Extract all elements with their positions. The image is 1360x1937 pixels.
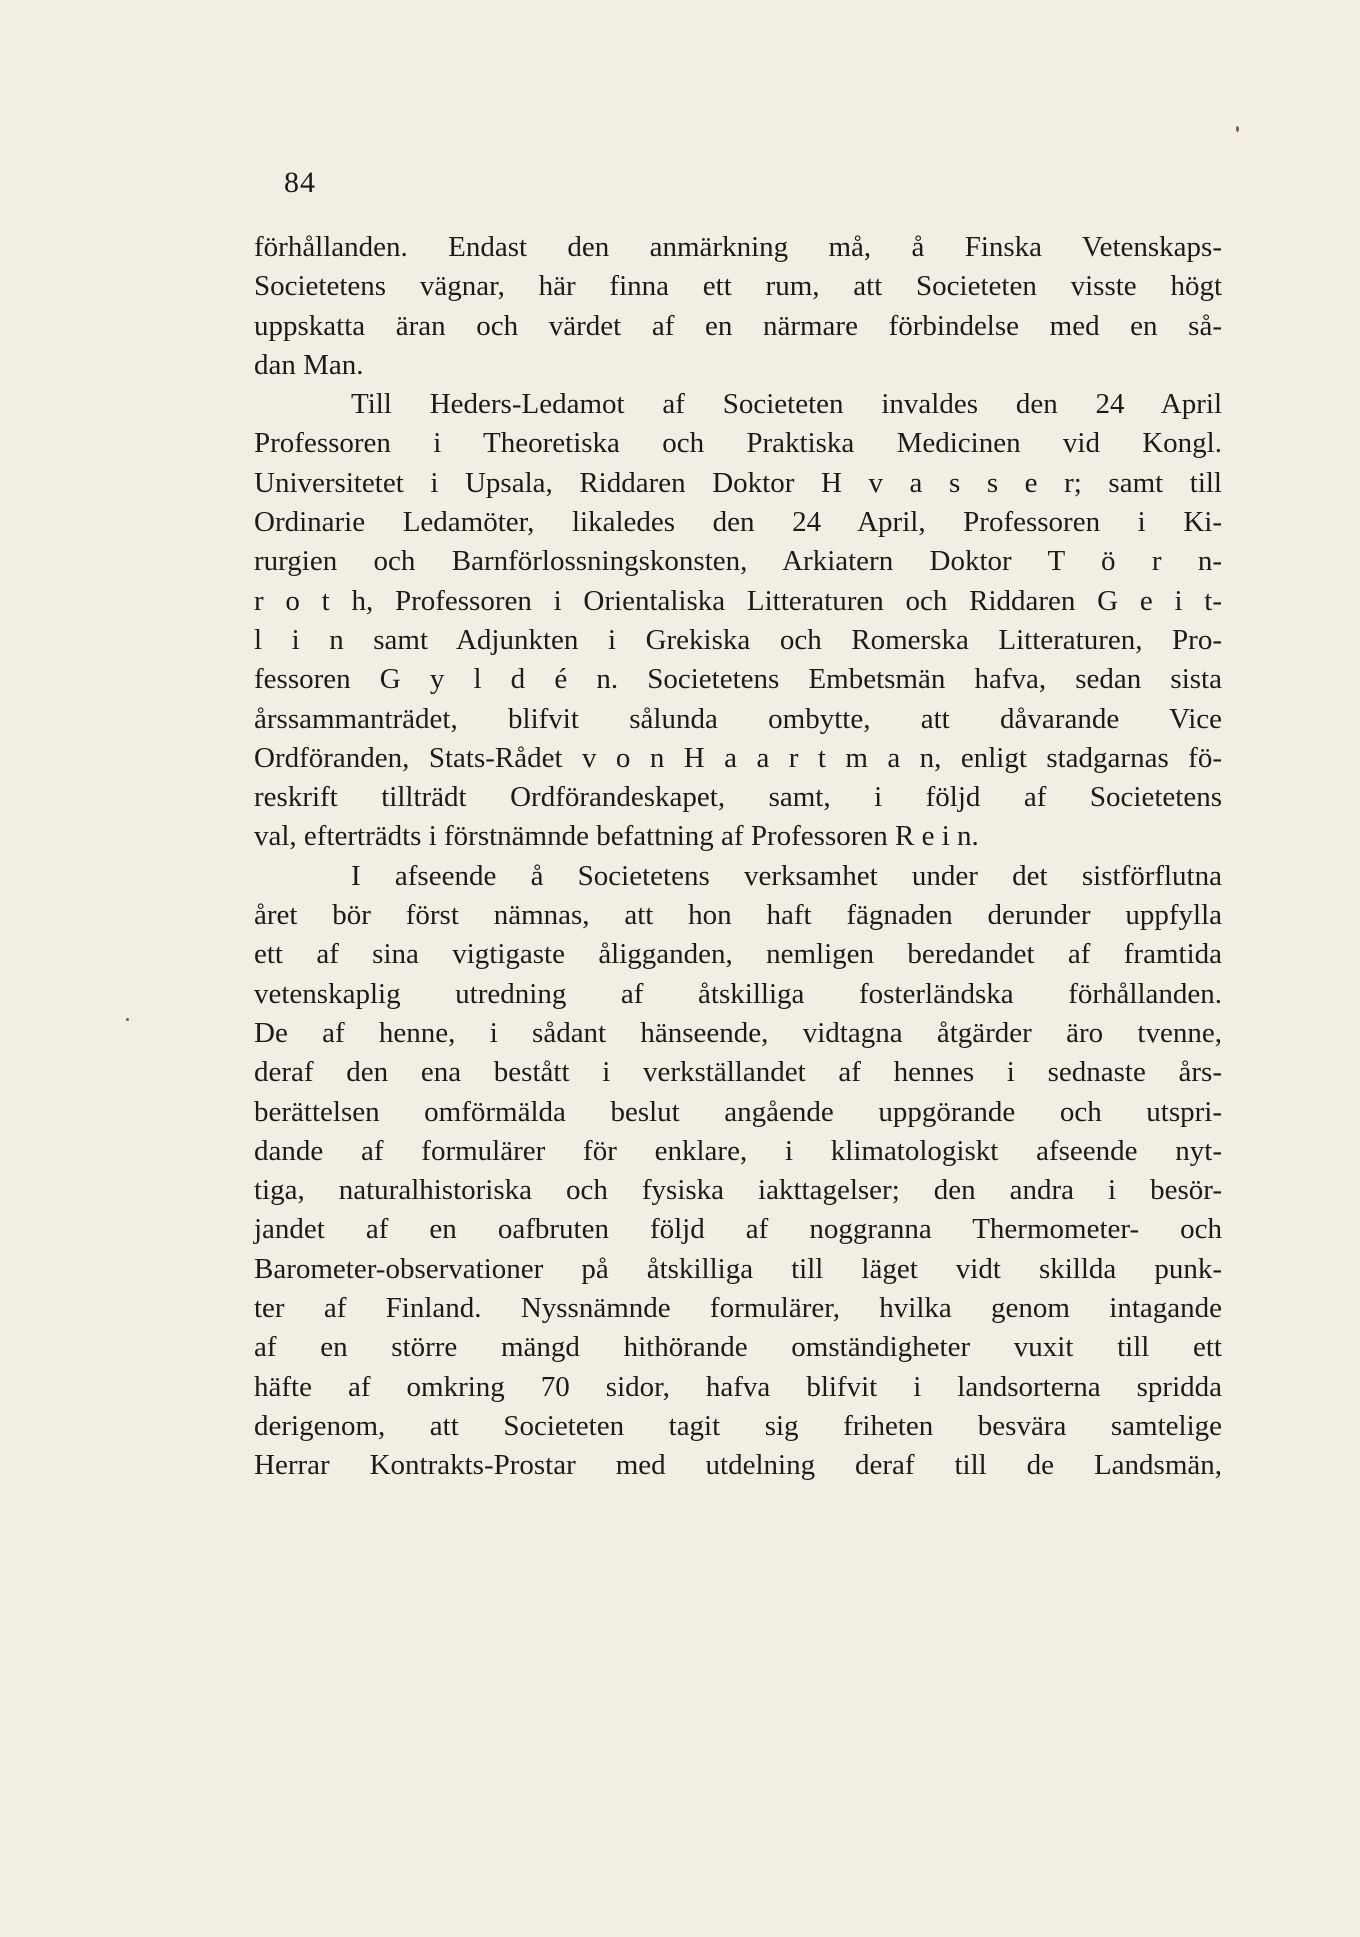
- text-line: derigenom, att Societeten tagit sig friheten besvära samtelige: [254, 1409, 1222, 1442]
- text-line: året bör först nämnas, att hon haft fägnaden derunder uppfylla: [254, 899, 1222, 932]
- text-line: af en större mängd hithörande omständigheter vuxit till ett: [254, 1331, 1222, 1364]
- text-line: l i n samt Adjunkten i Grekiska och Romerska Litteraturen, Pro-: [254, 623, 1222, 656]
- text-line: Ordinarie Ledamöter, likaledes den 24 April, Professoren i Ki-: [254, 506, 1222, 539]
- text-line: reskrift tillträdt Ordförandeskapet, samt, i följd af Societetens: [254, 781, 1222, 814]
- text-line: Ordföranden, Stats-Rådet v o n H a a r t m a n, enligt stadgarnas fö-: [254, 741, 1222, 774]
- text-line: årssammanträdet, blifvit sålunda ombytte, att dåvarande Vice: [254, 702, 1222, 735]
- paper-speck: [1236, 126, 1239, 132]
- body-text: [254, 228, 1222, 1486]
- text-line: Barometer-observationer på åtskilliga till läget vidt skillda punk-: [254, 1252, 1222, 1285]
- text-line: dan Man.: [254, 348, 364, 381]
- text-line: uppskatta äran och värdet af en närmare förbindelse med en så-: [254, 309, 1222, 342]
- text-line: Societetens vägnar, här finna ett rum, att Societeten visste högt: [254, 270, 1222, 303]
- text-line: rurgien och Barnförlossningskonsten, Arkiatern Doktor T ö r n-: [254, 545, 1222, 578]
- text-line: häfte af omkring 70 sidor, hafva blifvit i landsorterna spridda: [254, 1370, 1222, 1403]
- text-line: Herrar Kontrakts-Prostar med utdelning deraf till de Landsmän,: [254, 1449, 1222, 1482]
- text-line: I afseende å Societetens verksamhet under det sistförflutna: [351, 859, 1222, 892]
- text-line: förhållanden. Endast den anmärkning må, å Finska Vetenskaps-: [254, 231, 1222, 263]
- text-line: Professoren i Theoretiska och Praktiska Medicinen vid Kongl.: [254, 427, 1222, 460]
- text-line: jandet af en oafbruten följd af noggranna Thermometer- och: [254, 1213, 1222, 1246]
- text-line: De af henne, i sådant hänseende, vidtagna åtgärder äro tvenne,: [254, 1016, 1222, 1049]
- text-line: fessoren G y l d é n. Societetens Embetsmän hafva, sedan sista: [254, 663, 1222, 696]
- text-line: dande af formulärer för enklare, i klimatologiskt afseende nyt-: [254, 1134, 1222, 1167]
- paper-speck: [126, 1018, 129, 1021]
- text-line: Universitetet i Upsala, Riddaren Doktor H v a s s e r; samt till: [254, 466, 1222, 499]
- text-line: val, efterträdts i förstnämnde befattning af Professoren R e i n.: [254, 820, 979, 853]
- text-line: tiga, naturalhistoriska och fysiska iakttagelser; den andra i besör-: [254, 1174, 1222, 1207]
- text-line: ett af sina vigtigaste åligganden, nemligen beredandet af framtida: [254, 938, 1222, 971]
- text-line: deraf den ena bestått i verkställandet af hennes i sednaste års-: [254, 1056, 1222, 1089]
- page-number: 84: [284, 166, 316, 199]
- text-line: berättelsen omförmälda beslut angående uppgörande och utspri-: [254, 1095, 1222, 1128]
- text-line: vetenskaplig utredning af åtskilliga fosterländska förhållanden.: [254, 977, 1222, 1010]
- text-line: Till Heders-Ledamot af Societeten invaldes den 24 April: [351, 388, 1222, 421]
- text-line: ter af Finland. Nyssnämnde formulärer, hvilka genom intagande: [254, 1292, 1222, 1325]
- text-line: r o t h, Professoren i Orientaliska Litteraturen och Riddaren G e i t-: [254, 584, 1222, 617]
